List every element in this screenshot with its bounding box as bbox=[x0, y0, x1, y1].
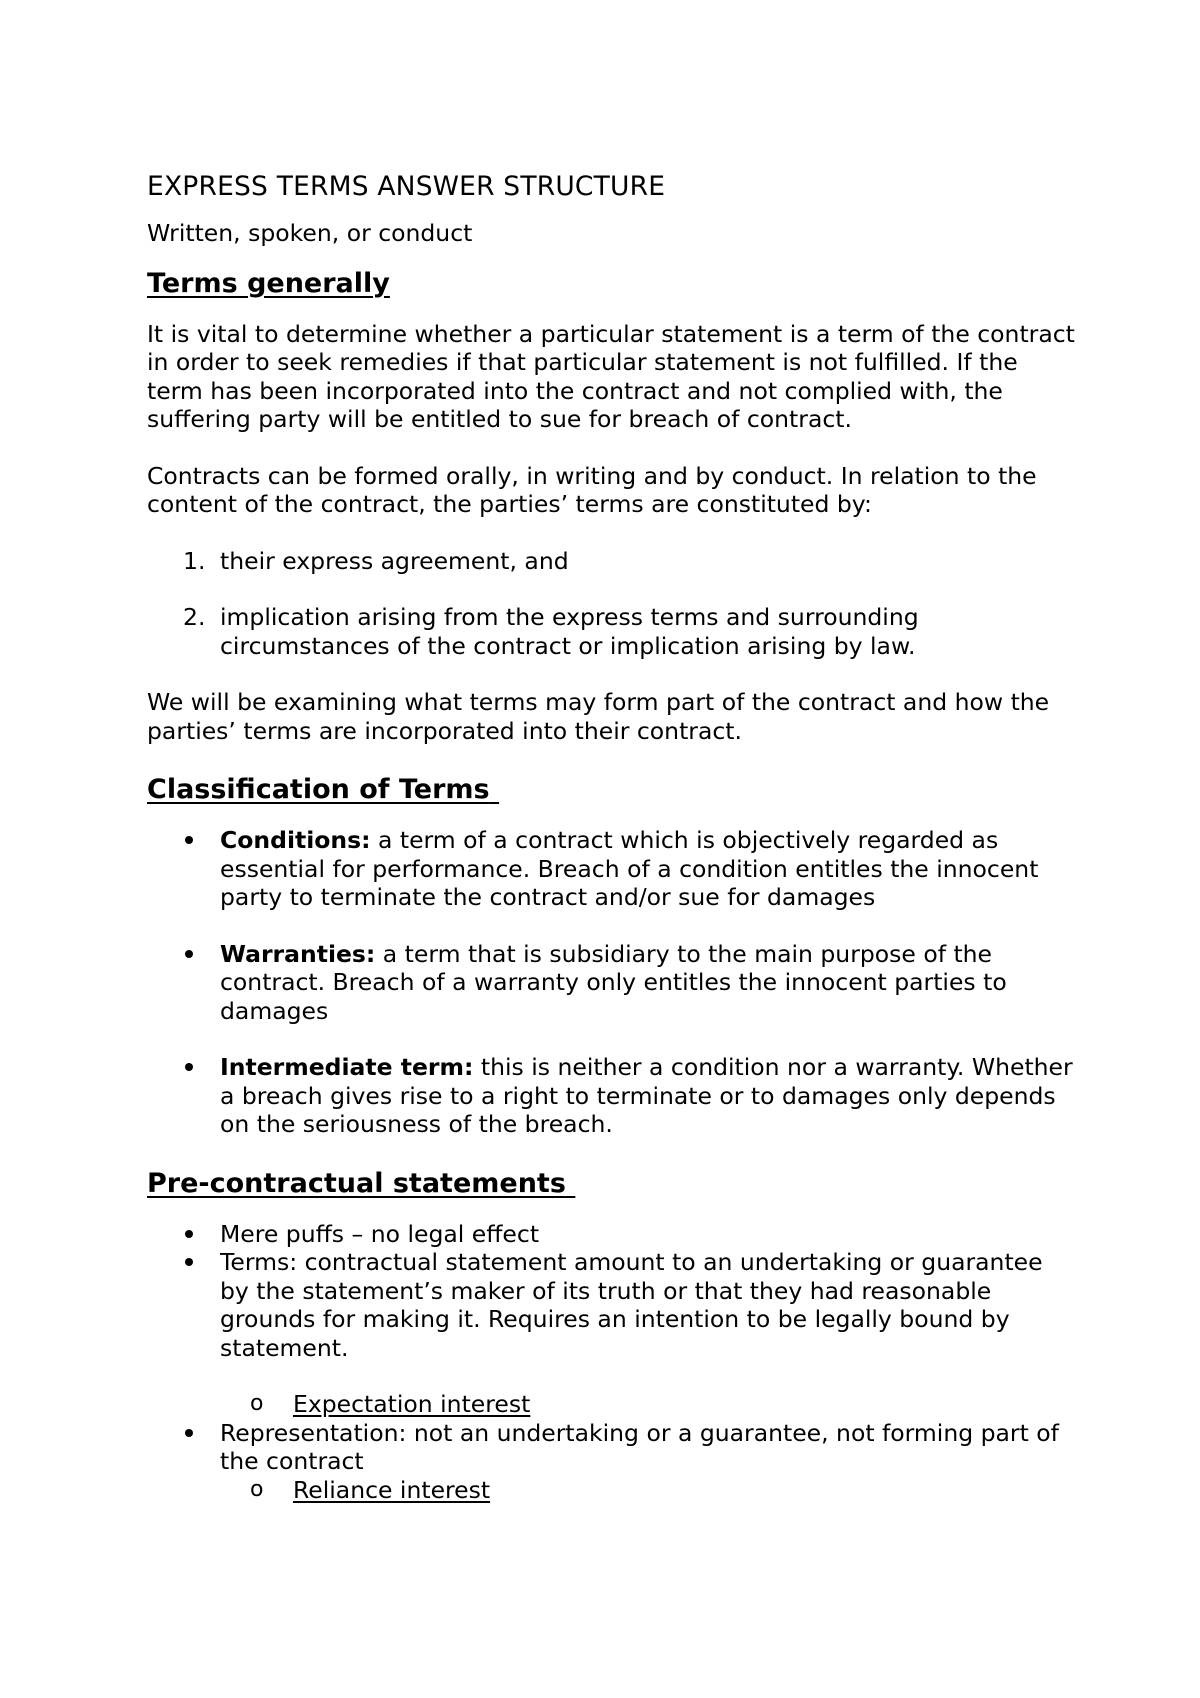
sub-item-text: Reliance interest bbox=[293, 1475, 491, 1504]
bullet-icon bbox=[185, 950, 193, 958]
sub-list-terms bbox=[220, 1390, 1077, 1419]
bullet-icon bbox=[185, 1230, 193, 1238]
bullet-list-pre-contractual-continued bbox=[147, 1419, 1077, 1476]
bullet-list-item-warranties bbox=[147, 940, 1077, 1026]
sub-list-item-expectation-interest bbox=[220, 1390, 1077, 1419]
document-title: EXPRESS TERMS ANSWER STRUCTURE bbox=[147, 171, 666, 202]
term-description: a term that is subsidiary to the main purpose of the contract. Breach of a warranty only entitles the innocent parties to damages bbox=[220, 939, 1007, 1025]
heading-terms-generally: Terms generally bbox=[147, 267, 390, 299]
list-item-text: implication arising from the express terms and surrounding circumstances of the contract or implication arising by law. bbox=[220, 603, 919, 660]
bullet-icon bbox=[185, 1429, 193, 1437]
bullet-icon bbox=[185, 836, 193, 844]
bullet-list-item-terms bbox=[147, 1248, 1077, 1362]
bullet-list-item-representation bbox=[147, 1419, 1077, 1476]
numbered-list-terms-constituted bbox=[147, 547, 1077, 661]
heading-pre-contractual-statements: Pre-contractual statements bbox=[147, 1167, 566, 1199]
bullet-list-item-conditions bbox=[147, 826, 1077, 912]
list-item-text: Terms: contractual statement amount to an undertaking or guarantee by the statement’s maker of its truth or that they had reasonable grounds for making it. Requires an intention to be legally bound by statement. bbox=[220, 1248, 1043, 1362]
sub-list-item-reliance-interest bbox=[220, 1476, 1077, 1505]
numbered-list-item bbox=[147, 547, 1077, 576]
term-label: Warranties: bbox=[220, 939, 376, 968]
paragraph-contract-formation: Contracts can be formed orally, in writing and by conduct. In relation to the content of the contract, the parties’ terms are constituted by: bbox=[147, 461, 1037, 518]
term-label: Conditions: bbox=[220, 826, 371, 854]
circle-bullet-icon: o bbox=[250, 1391, 264, 1416]
sub-list-representation bbox=[220, 1476, 1077, 1505]
list-item-text: their express agreement, and bbox=[220, 546, 569, 575]
bullet-list-classification bbox=[147, 826, 1077, 1139]
bullet-icon bbox=[185, 1258, 193, 1266]
term-label: Intermediate term: bbox=[220, 1053, 474, 1081]
numbered-list-item bbox=[147, 603, 1077, 660]
document-subtitle: Written, spoken, or conduct bbox=[147, 219, 473, 247]
circle-bullet-icon: o bbox=[250, 1476, 264, 1502]
sub-item-text: Expectation interest bbox=[293, 1390, 531, 1418]
document-page bbox=[147, 170, 1077, 1504]
term-description: a term of a contract which is objectively regarded as essential for performance. Breach of a condition entitles the innocent party to terminate the contract and/or sue for damages bbox=[220, 826, 1039, 911]
bullet-icon bbox=[185, 1063, 193, 1071]
list-item-text: Mere puffs – no legal effect bbox=[220, 1219, 540, 1248]
paragraph-examining-terms: We will be examining what terms may form part of the contract and how the parties’ terms are incorporated into their contract. bbox=[147, 688, 1050, 745]
list-item-text: Representation: not an undertaking or a guarantee, not forming part of the contract bbox=[220, 1418, 1059, 1475]
list-number: 1. bbox=[183, 546, 206, 575]
list-number: 2. bbox=[183, 603, 206, 631]
bullet-list-pre-contractual bbox=[147, 1220, 1077, 1363]
heading-classification-of-terms: Classification of Terms bbox=[147, 774, 490, 805]
bullet-list-item-mere-puffs bbox=[147, 1220, 1077, 1249]
paragraph-terms-importance: It is vital to determine whether a particular statement is a term of the contract in order to seek remedies if that particular statement is not fulfilled. If the term has been incorporated into the contract and not complied with, the suffering party will be entitled to sue for breach of contract. bbox=[147, 319, 1075, 433]
term-description: this is neither a condition nor a warranty. Whether a breach gives rise to a right to terminate or to damages only depends on the seriousness of the breach. bbox=[220, 1053, 1073, 1138]
bullet-list-item-intermediate-term bbox=[147, 1053, 1077, 1139]
